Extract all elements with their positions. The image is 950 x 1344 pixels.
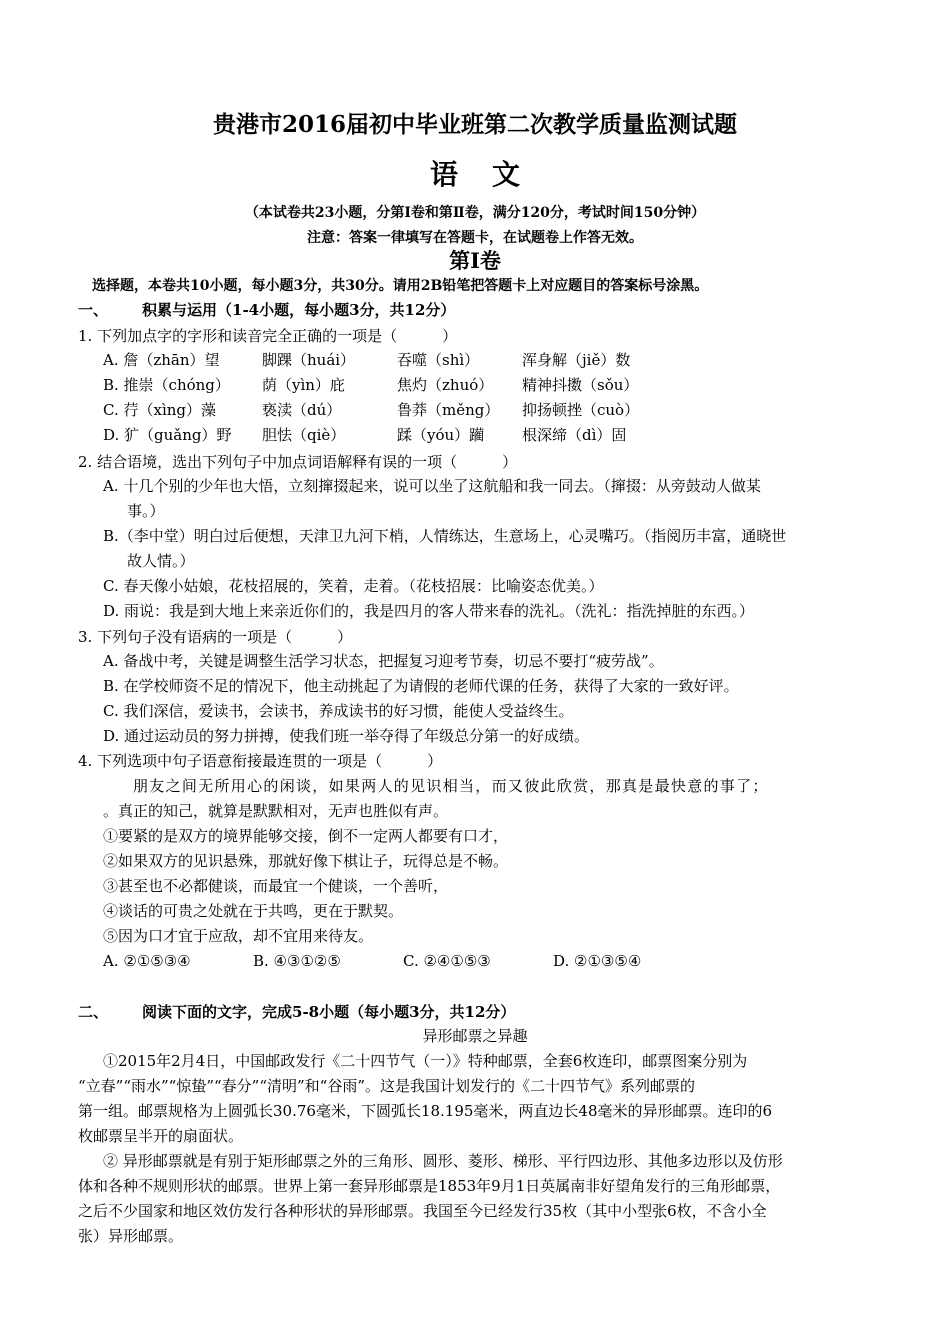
q1-option-b-4: 精神抖擞（sǒu） — [522, 376, 639, 394]
q4-sentence-2: ②如果双方的见识悬殊，那就好像下棋让子，玩得总是不畅。 — [103, 852, 509, 870]
q1-option-b-1: B. 推崇（chóng） — [103, 376, 230, 394]
q2-option-b: B.（李中堂）明白过后便想，天津卫九河下梢，人情练达，生意场上，心灵嘴巧。（指阅历丰富，通晓世 — [103, 527, 787, 545]
q1-option-d-1: D. 犷（guǎng）野 — [103, 426, 232, 444]
q4-option-d: D. ②①③⑤④ — [553, 952, 642, 970]
q2-option-c: C. 春天像小姑娘，花枝招展的，笑着，走着。（花枝招展：比喻姿态优美。） — [103, 577, 604, 595]
article-p1-line1: ①2015年2月4日，中国邮政发行《二十四节气（一）》特种邮票，全套6枚连印，邮票图案分别为 — [103, 1052, 748, 1070]
article-p1-line4: 枚邮票呈半开的扇面状。 — [78, 1127, 244, 1145]
q3-option-c: C. 我们深信，爱读书，会读书，养成读书的好习惯，能使人受益终生。 — [103, 702, 574, 720]
q4-option-c: C. ②④①⑤③ — [403, 952, 491, 970]
q1-option-d-4: 根深缔（dì）固 — [522, 426, 627, 444]
article-p1-line2: “立春”“雨水”“惊蛰”“春分”“清明”和“谷雨”。这是我国计划发行的《二十四节气》系列邮票的 — [78, 1077, 696, 1095]
section1-number: 一、 — [78, 301, 109, 319]
q3-option-d: D. 通过运动员的努力拼搏，使我们班一举夺得了年级总分第一的好成绩。 — [103, 727, 590, 745]
q2-option-a-cont: 事。） — [127, 502, 165, 520]
exam-info: （本试卷共23小题，分第Ⅰ卷和第Ⅱ卷，满分120分，考试时间150分钟） — [244, 205, 706, 221]
q1-option-a-2: 脚踝（huái） — [262, 351, 356, 369]
article-p2-line2: 体和各种不规则形状的邮票。世界上第一套异形邮票是1853年9月1日英属南非好望角发行的三角形邮票， — [78, 1177, 781, 1195]
article-title: 异形邮票之异趣 — [422, 1027, 528, 1045]
article-p1-line3: 第一组。邮票规格为上圆弧长30.76毫米，下圆弧长18.195毫米，两直边长48毫米的异形邮票。连印的6 — [78, 1102, 773, 1120]
q1-option-b-2: 荫（yìn）庇 — [262, 376, 345, 394]
q1-stem: 1. 下列加点字的字形和读音完全正确的一项是（ ） — [78, 327, 458, 345]
q2-option-d: D. 雨说：我是到大地上来亲近你们的，我是四月的客人带来春的洗礼。（洗礼：指洗掉脏的东西。） — [103, 602, 755, 620]
article-p2-line1: ② 异形邮票就是有别于矩形邮票之外的三角形、圆形、菱形、梯形、平行四边形、其他多边形以及仿形 — [103, 1152, 783, 1170]
subject-title: 语文 — [429, 158, 554, 191]
q4-sentence-1: ①要紧的是双方的境界能够交接，倒不一定两人都要有口才， — [103, 827, 509, 845]
q1-option-c-2: 亵渎（dú） — [262, 401, 342, 419]
q1-option-c-1: C. 荇（xìng）藻 — [103, 401, 216, 419]
q2-stem: 2. 结合语境，选出下列句子中加点词语解释有误的一项（ ） — [78, 453, 518, 471]
article-p2-line3: 之后不少国家和地区效仿发行各种形状的异形邮票。我国至今已经发行35枚（其中小型张6枚，不含小全 — [78, 1202, 767, 1220]
section2-number: 二、 — [78, 1003, 109, 1021]
q1-option-a-3: 吞噬（shì） — [397, 351, 480, 369]
q4-passage-2: 。真正的知己，就算是默默相对，无声也胜似有声。 — [103, 802, 449, 820]
q4-option-b: B. ④③①②⑤ — [253, 952, 341, 970]
q4-sentence-4: ④谈话的可贵之处就在于共鸣，更在于默契。 — [103, 902, 404, 920]
article-p2-line4: 张）异形邮票。 — [78, 1227, 184, 1245]
section2-heading: 阅读下面的文字，完成5-8小题（每小题3分，共12分） — [142, 1003, 516, 1021]
q3-option-a: A. 备战中考，关键是调整生活学习状态，把握复习迎考节奏，切忌不要打“疲劳战”。 — [103, 652, 664, 670]
q1-option-c-3: 鲁莽（měng） — [397, 401, 500, 419]
q4-sentence-3: ③甚至也不必都健谈，而最宜一个健谈，一个善听， — [103, 877, 449, 895]
q3-stem: 3. 下列句子没有语病的一项是（ ） — [78, 628, 353, 646]
exam-title: 贵港市2016届初中毕业班第二次教学质量监测试题 — [212, 111, 737, 138]
q1-option-d-2: 胆怯（qiè） — [262, 426, 346, 444]
q4-passage-1: 朋友之间无所用心的闲谈，如果两人的见识相当，而又彼此欣赏，那真是最快意的事了； — [133, 777, 769, 795]
q1-option-c-4: 抑扬顿挫（cuò） — [522, 401, 640, 419]
q1-option-b-3: 焦灼（zhuó） — [397, 376, 494, 394]
q1-option-a-1: A. 詹（zhān）望 — [103, 351, 220, 369]
q2-option-b-cont: 故人情。） — [127, 552, 195, 570]
q2-option-a: A. 十几个别的少年也大悟，立刻撺掇起来，说可以坐了这航船和我一同去。（撺掇：从旁鼓动人做某 — [103, 477, 761, 495]
section-instruction: 选择题，本卷共10小题，每小题3分，共30分。请用2B铅笔把答题卡上对应题目的答案标号涂黑。 — [92, 278, 709, 294]
q1-option-a-4: 浑身解（jiě）数 — [522, 351, 631, 369]
q1-option-d-3: 蹂（yóu）躏 — [397, 426, 485, 444]
q3-option-b: B. 在学校师资不足的情况下，他主动挑起了为请假的老师代课的任务，获得了大家的一致好评。 — [103, 677, 739, 695]
q4-option-a: A. ②①⑤③④ — [103, 952, 191, 970]
q4-stem: 4. 下列选项中句子语意衔接最连贯的一项是（ ） — [78, 752, 443, 770]
section1-heading: 积累与运用（1-4小题，每小题3分，共12分） — [142, 301, 456, 319]
volume-heading: 第Ⅰ卷 — [449, 248, 501, 273]
exam-notice: 注意：答案一律填写在答题卡，在试题卷上作答无效。 — [307, 230, 643, 246]
q4-sentence-5: ⑤因为口才宜于应敌，却不宜用来待友。 — [103, 927, 374, 945]
